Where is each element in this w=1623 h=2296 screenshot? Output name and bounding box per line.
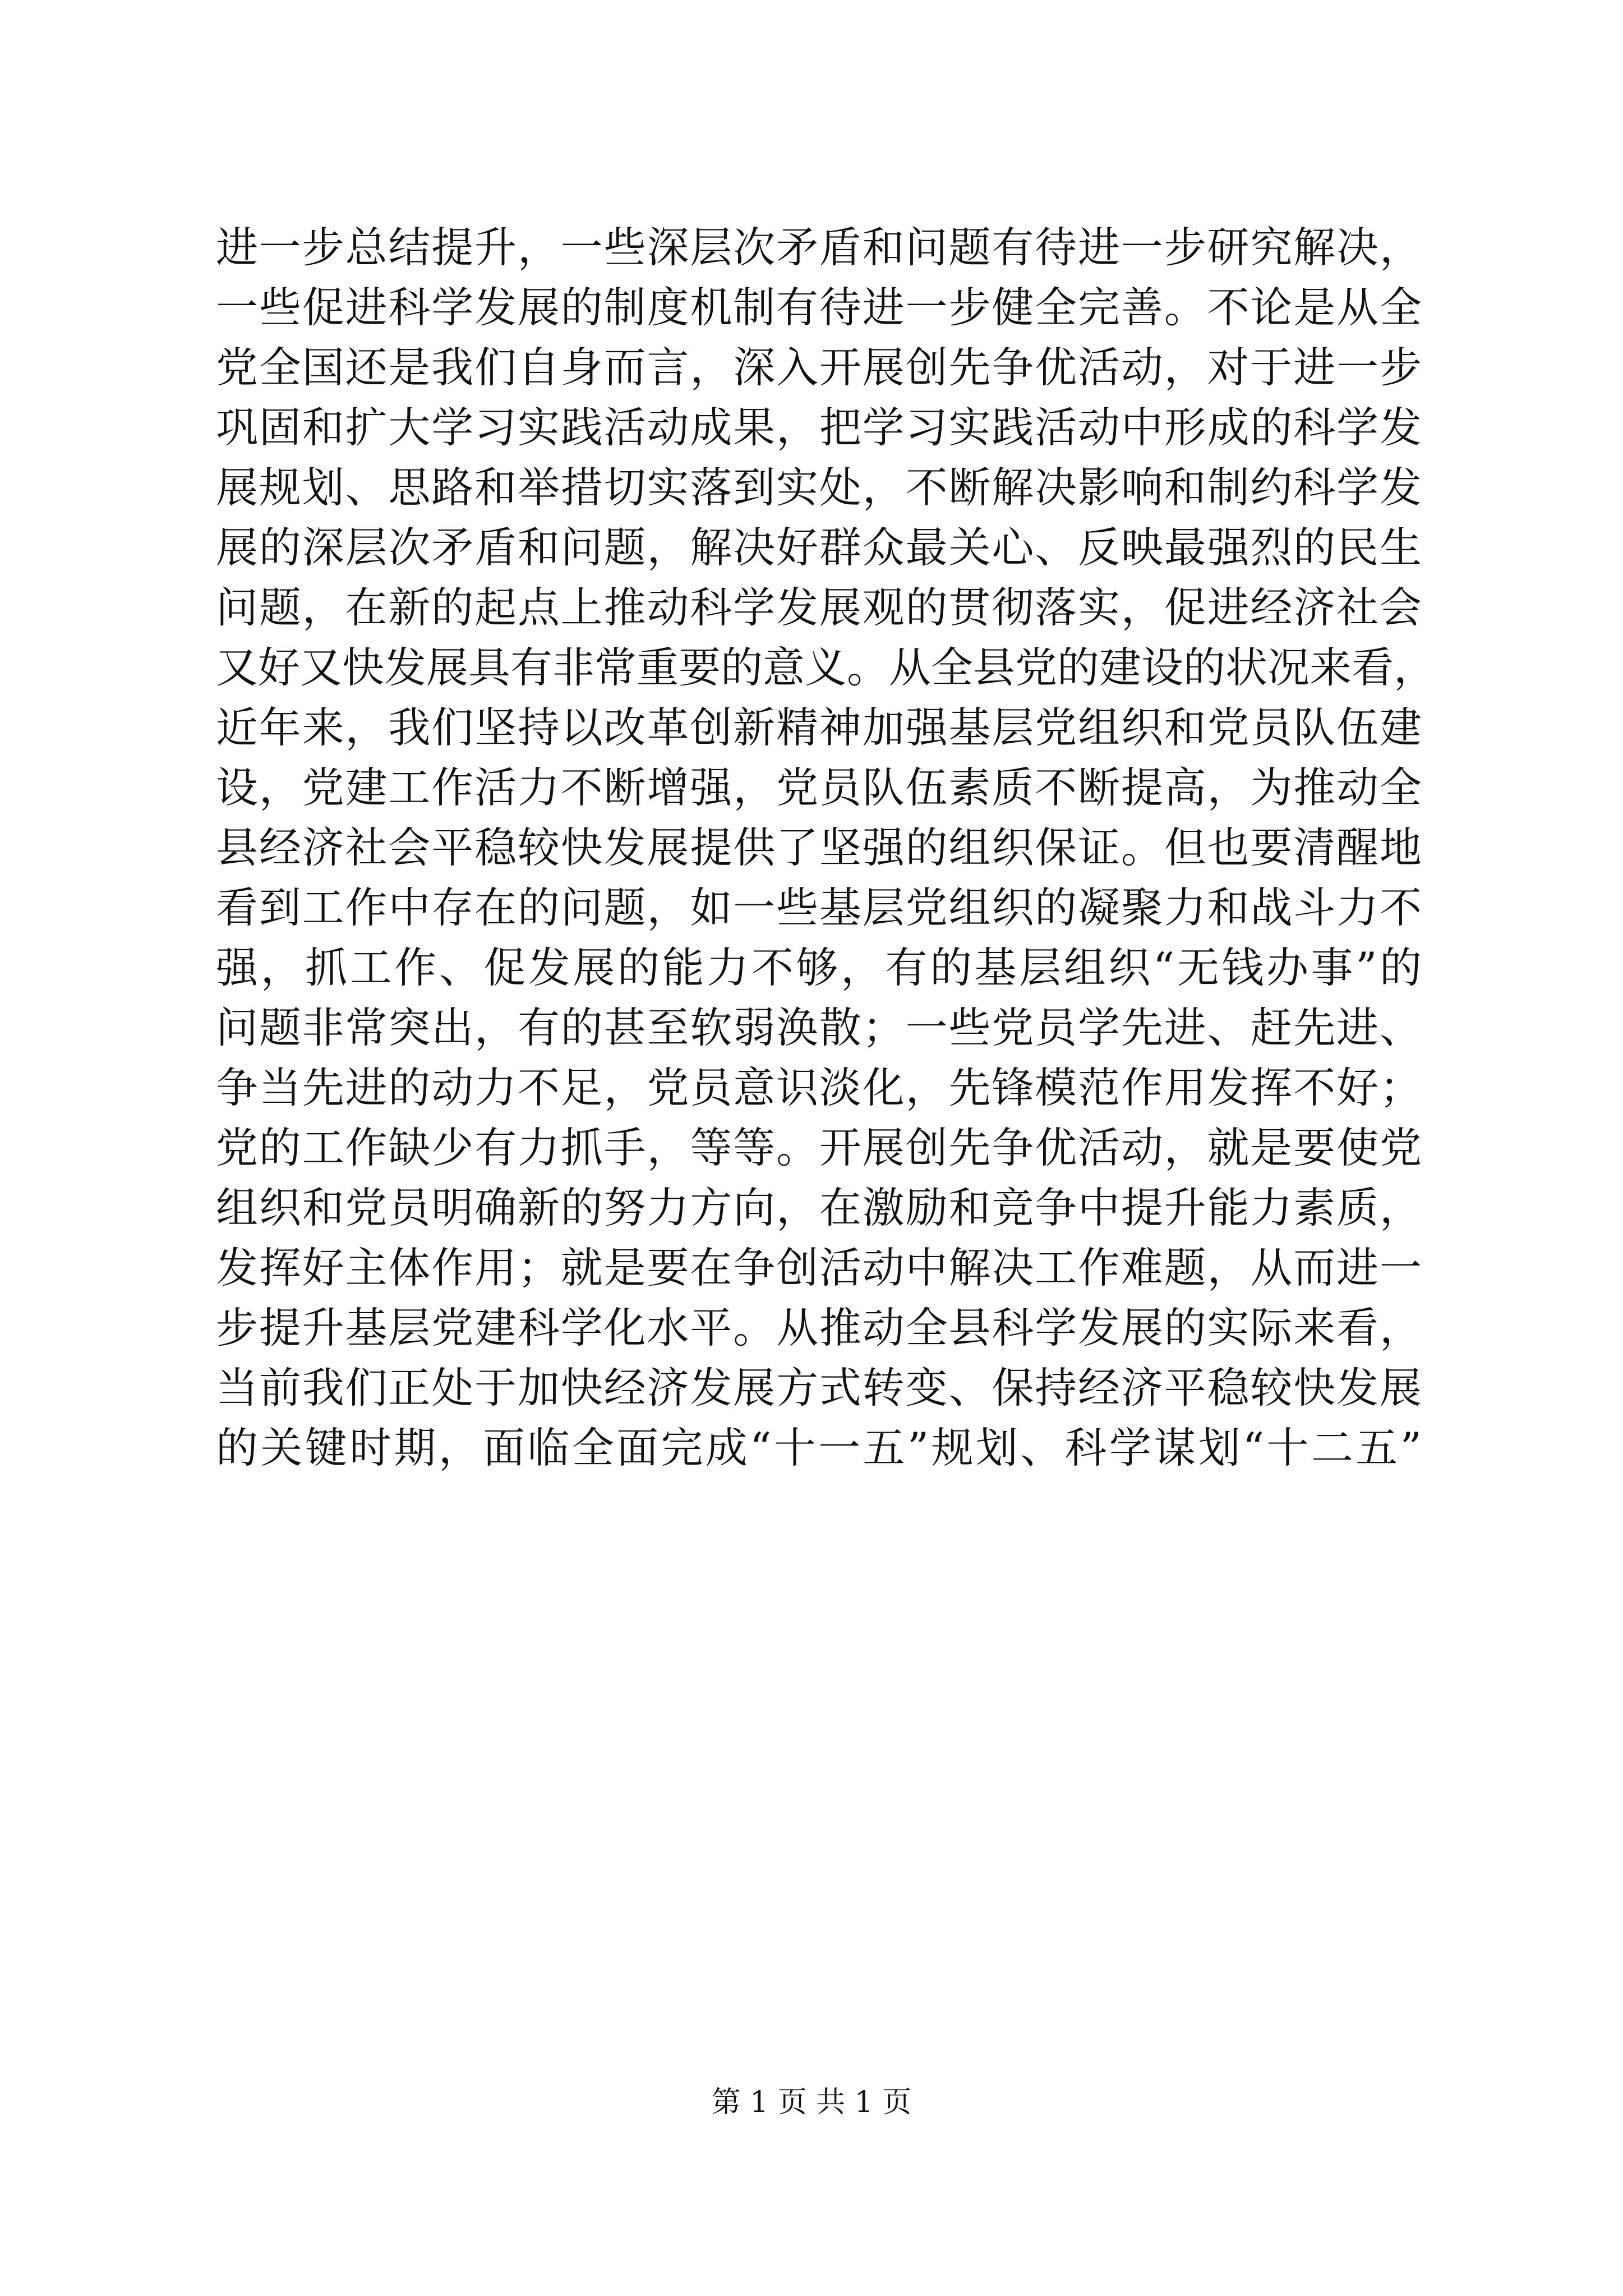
text-line: 县经济社会平稳较快发展提供了坚强的组织保证。但也要清醒地 xyxy=(216,823,1422,872)
text-line: 设，党建工作活力不断增强，党员队伍素质不断提高，为推动全 xyxy=(216,763,1422,812)
text-line: 党的工作缺少有力抓手，等等。开展创先争优活动，就是要使党 xyxy=(216,1123,1422,1172)
text-line: 看到工作中存在的问题，如一些基层党组织的凝聚力和战斗力不 xyxy=(216,883,1422,932)
text-line: 的关键时期，面临全面完成“十一五”规划、科学谋划“十二五” xyxy=(216,1423,1422,1473)
text-line: 步提升基层党建科学化水平。从推动全县科学发展的实际来看， xyxy=(216,1303,1422,1352)
text-line: 问题，在新的起点上推动科学发展观的贯彻落实，促进经济社会 xyxy=(216,583,1422,632)
text-line: 党全国还是我们自身而言，深入开展创先争优活动，对于进一步 xyxy=(216,343,1422,392)
text-line: 一些促进科学发展的制度机制有待进一步健全完善。不论是从全 xyxy=(216,283,1422,332)
text-line: 发挥好主体作用；就是要在争创活动中解决工作难题，从而进一 xyxy=(216,1243,1422,1292)
text-line: 强，抓工作、促发展的能力不够，有的基层组织“无钱办事”的 xyxy=(216,943,1422,992)
body-text xyxy=(216,218,1436,1478)
text-line: 组织和党员明确新的努力方向，在激励和竞争中提升能力素质， xyxy=(216,1183,1422,1232)
text-line: 问题非常突出，有的甚至软弱涣散；一些党员学先进、赶先进、 xyxy=(216,1003,1422,1052)
text-line: 展的深层次矛盾和问题，解决好群众最关心、反映最强烈的民生 xyxy=(216,523,1422,572)
text-line: 又好又快发展具有非常重要的意义。从全县党的建设的状况来看， xyxy=(216,643,1436,692)
text-line: 当前我们正处于加快经济发展方式转变、保持经济平稳较快发展 xyxy=(216,1363,1422,1412)
text-line: 展规划、思路和举措切实落到实处，不断解决影响和制约科学发 xyxy=(216,463,1422,512)
text-line: 巩固和扩大学习实践活动成果，把学习实践活动中形成的科学发 xyxy=(216,403,1422,452)
text-line: 近年来，我们坚持以改革创新精神加强基层党组织和党员队伍建 xyxy=(216,703,1422,752)
text-line: 进一步总结提升，一些深层次矛盾和问题有待进一步研究解决， xyxy=(216,223,1422,272)
text-line: 争当先进的动力不足，党员意识淡化，先锋模范作用发挥不好； xyxy=(216,1063,1422,1112)
page-number-footer: 第 1 页 共 1 页 xyxy=(711,2086,912,2119)
